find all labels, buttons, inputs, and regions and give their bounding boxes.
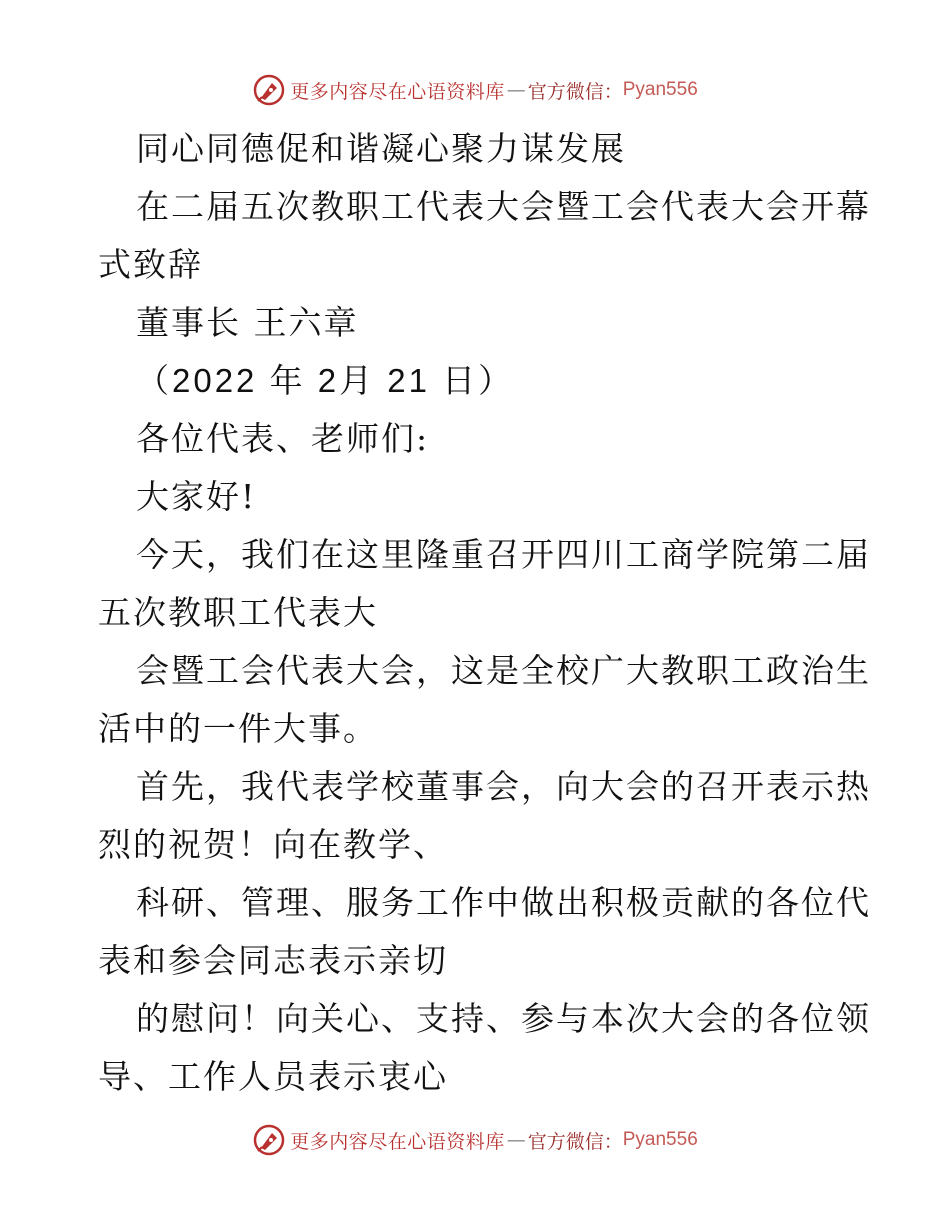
paragraph-line: 表和参会同志表示亲切 [98,941,448,980]
watermark-wechat-label: 官方微信： [527,80,623,103]
pen-nib-logo-icon [252,1123,286,1157]
document-title: 同心同德促和谐凝心聚力谋发展 [136,129,626,168]
paragraph-line: 会暨工会代表大会，这是全校广大教职工政治生 [136,651,871,690]
watermark-brand: 更多内容尽在心语资料库 [290,1130,505,1153]
pen-nib-logo-icon [252,73,286,107]
paragraph-line: 科研、管理、服务工作中做出积极贡献的各位代 [136,883,871,922]
document-subtitle-line-1: 在二届五次教职工代表大会暨工会代表大会开幕 [136,187,871,226]
document-author: 董事长 王六章 [136,303,359,342]
watermark-separator: — [506,79,526,101]
header-watermark [0,70,950,110]
document-salutation: 各位代表、老师们: [136,419,430,458]
watermark-separator: — [506,1129,526,1151]
footer-watermark [0,1120,950,1160]
paragraph-line: 今天，我们在这里隆重召开四川工商学院第二届 [136,535,871,574]
document-subtitle-line-2: 式致辞 [98,245,203,284]
paragraph-line: 的慰问！向关心、支持、参与本次大会的各位领 [136,999,871,1038]
paragraph-line: 首先，我代表学校董事会，向大会的召开表示热 [136,767,871,806]
document-greeting: 大家好! [136,477,257,516]
watermark-wechat-label: 官方微信： [527,1130,623,1153]
watermark-wechat-id: Pyan556 [622,1129,698,1150]
paragraph-line: 导、工作人员表示衷心 [98,1057,448,1096]
document-date: （2022 年 2月 21 日） [136,362,515,399]
paragraph-line: 活中的一件大事。 [98,709,378,748]
watermark-brand: 更多内容尽在心语资料库 [290,80,505,103]
paragraph-line: 五次教职工代表大 [98,593,378,632]
watermark-wechat-id: Pyan556 [622,79,698,100]
paragraph-line: 烈的祝贺！向在教学、 [98,825,448,864]
document-body [98,120,871,1106]
